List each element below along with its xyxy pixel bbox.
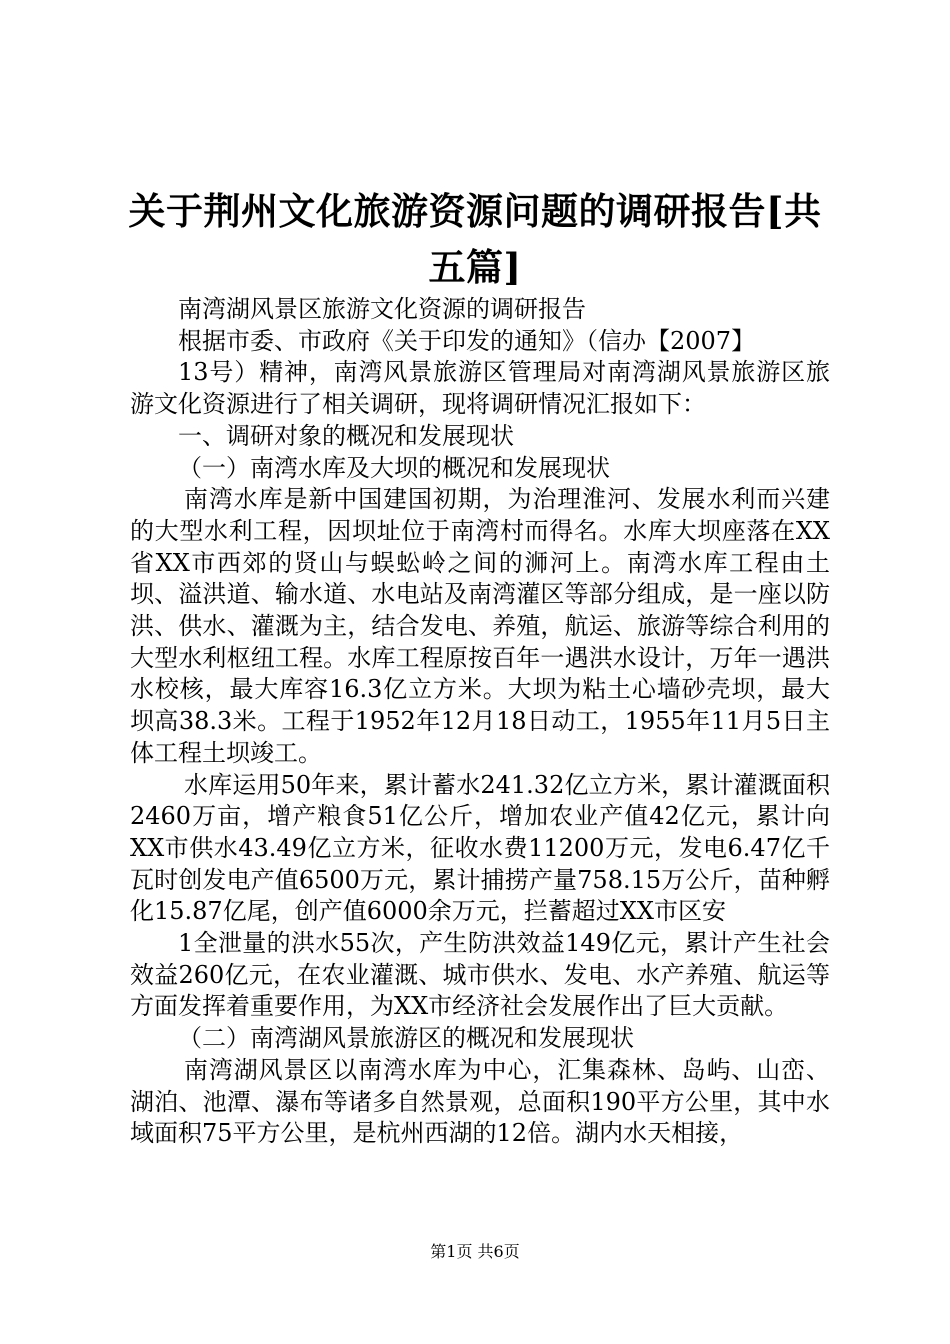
paragraph-scenic: 南湾湖风景区以南湾水库为中心，汇集森林、岛屿、山峦、湖泊、池潭、瀑布等诸多自然景观，总面积190平方公里，其中水域面积75平方公里，是杭州西湖的12倍。湖内水天相接，	[130, 1055, 830, 1148]
page-footer: 第1页 共6页	[430, 1242, 520, 1261]
paragraph-reservoir: 南湾水库是新中国建国初期，为治理淮河、发展水利而兴建的大型水利工程，因坝址位于南湾村而得名。水库大坝座落在XX省XX市西郊的贤山与蜈蚣岭之间的浉河上。南湾水库工程由土坝、溢洪道、输水道、水电站及南湾灌区等部分组成，是一座以防洪、供水、灌溉为主，结合发电、养殖，航运、旅游等综合利用的大型水利枢纽工程。水库工程原按百年一遇洪水设计，万年一遇洪水校核，最大库容16.3亿立方米。大坝为粘土心墙砂壳坝，最大坝高38.3米。工程于1952年12月18日动工，1955年11月5日主体工程土坝竣工。	[130, 485, 830, 767]
paragraph-intro-line: 根据市委、市政府《关于印发的通知》（信办【2007】	[178, 326, 756, 355]
paragraph-flood: 1全泄量的洪水55次，产生防洪效益149亿元，累计产生社会效益260亿元，在农业灌溉、城市供水、发电、水产养殖、航运等方面发挥着重要作用，为XX市经济社会发展作出了巨大贡献。	[130, 929, 830, 1021]
subsection-heading-2: （二）南湾湖风景旅游区的概况和发展现状	[178, 1024, 634, 1053]
document-body	[130, 294, 830, 1150]
paragraph-benefits: 水库运用50年来，累计蓄水241.32亿立方米，累计灌溉面积2460万亩，增产粮食51亿公斤，增加农业产值42亿元，累计向XX市供水43.49亿立方米，征收水费11200万元，发电6.47亿千瓦时创发电产值6500万元，累计捕捞产量758.15万公斤，苗种孵化15.87亿尾，创产值6000余万元，拦蓄超过XX市区安	[130, 770, 830, 926]
subsection-heading-1: （一）南湾水库及大坝的概况和发展现状	[178, 453, 610, 482]
section-heading-1: 一、调研对象的概况和发展现状	[178, 421, 514, 450]
document-title: 关于荆州文化旅游资源问题的调研报告[共五篇]	[128, 189, 822, 289]
paragraph-intro: 13号）精神，南湾风景旅游区管理局对南湾湖风景旅游区旅游文化资源进行了相关调研，现将调研情况汇报如下：	[130, 358, 830, 419]
paragraph-subtitle: 南湾湖风景区旅游文化资源的调研报告	[178, 295, 586, 323]
